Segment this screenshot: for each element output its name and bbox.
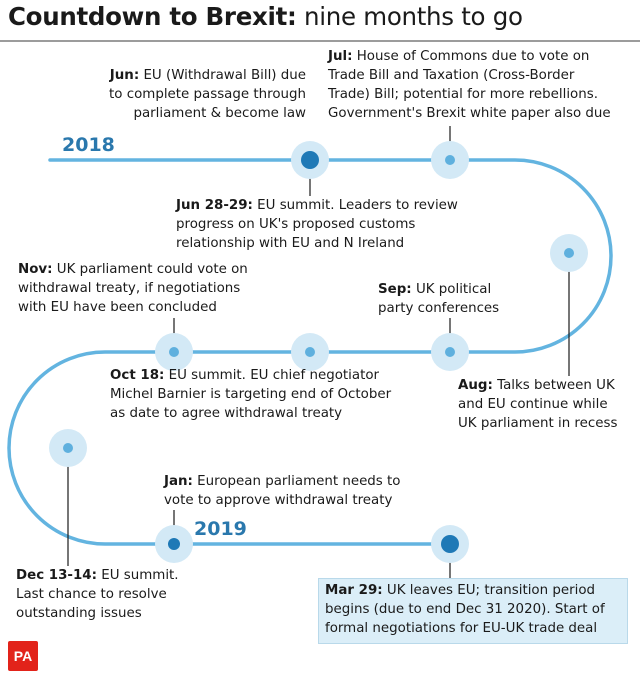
event-aug-label: Aug: bbox=[458, 378, 493, 393]
event-jun-text: EU (Withdrawal Bill) due to complete passage through parliament & become law bbox=[109, 68, 306, 121]
node-aug bbox=[564, 248, 574, 258]
event-mar29-box bbox=[318, 578, 628, 644]
event-dec13-14 bbox=[16, 566, 179, 623]
year-2019-label: 2019 bbox=[194, 518, 247, 540]
title-bold: Countdown to Brexit: bbox=[8, 2, 297, 31]
event-nov-text: UK parliament could vote on withdrawal treaty, if negotiations with EU have been concluded bbox=[18, 262, 248, 315]
event-mar29-text: UK leaves EU; transition period begins (due to end Dec 31 2020). Start of formal negotiations for EU-UK trade deal bbox=[325, 583, 605, 636]
event-jun28-29-text: EU summit. Leaders to review progress on UK's proposed customs relationship with EU and N Ireland bbox=[176, 198, 458, 251]
event-oct18 bbox=[110, 366, 391, 423]
node-dec bbox=[63, 443, 73, 453]
event-jan-label: Jan: bbox=[164, 474, 193, 489]
event-aug bbox=[458, 376, 617, 433]
node-oct bbox=[305, 347, 315, 357]
event-jun bbox=[109, 66, 306, 123]
event-dec13-14-text: EU summit. Last chance to resolve outstanding issues bbox=[16, 568, 179, 621]
event-oct18-label: Oct 18: bbox=[110, 368, 165, 383]
event-dec13-14-label: Dec 13-14: bbox=[16, 568, 97, 583]
event-aug-text: Talks between UK and EU continue while UK parliament in recess bbox=[458, 378, 618, 431]
event-mar29 bbox=[325, 581, 621, 638]
year-2018-label: 2018 bbox=[62, 134, 115, 156]
event-jun-label: Jun: bbox=[109, 68, 140, 83]
event-jan bbox=[164, 472, 400, 510]
event-sep-text: UK political party conferences bbox=[378, 282, 500, 316]
node-jul bbox=[445, 155, 455, 165]
event-nov bbox=[18, 260, 248, 317]
node-mar29 bbox=[441, 535, 459, 553]
node-jan bbox=[168, 538, 180, 550]
node-sep bbox=[445, 347, 455, 357]
event-jan-text: European parliament needs to vote to approve withdrawal treaty bbox=[164, 474, 401, 508]
title-rest: nine months to go bbox=[304, 2, 523, 31]
event-nov-label: Nov: bbox=[18, 262, 53, 277]
event-jun28-29 bbox=[176, 196, 458, 253]
node-nov bbox=[169, 347, 179, 357]
pa-logo: PA bbox=[8, 641, 38, 671]
event-jul bbox=[328, 47, 611, 123]
event-sep-label: Sep: bbox=[378, 282, 412, 297]
node-jun bbox=[301, 151, 319, 169]
event-jun28-29-label: Jun 28-29: bbox=[176, 198, 253, 213]
event-sep bbox=[378, 280, 499, 318]
event-mar29-label: Mar 29: bbox=[325, 583, 383, 598]
event-oct18-text: EU summit. EU chief negotiator Michel Barnier is targeting end of October as date to agree withdrawal treaty bbox=[110, 368, 392, 421]
event-jul-text: House of Commons due to vote on Trade Bill and Taxation (Cross-Border Trade) Bill; potential for more rebellions. Government's Brexit white paper also due bbox=[328, 49, 611, 121]
event-jul-label: Jul: bbox=[328, 49, 353, 64]
